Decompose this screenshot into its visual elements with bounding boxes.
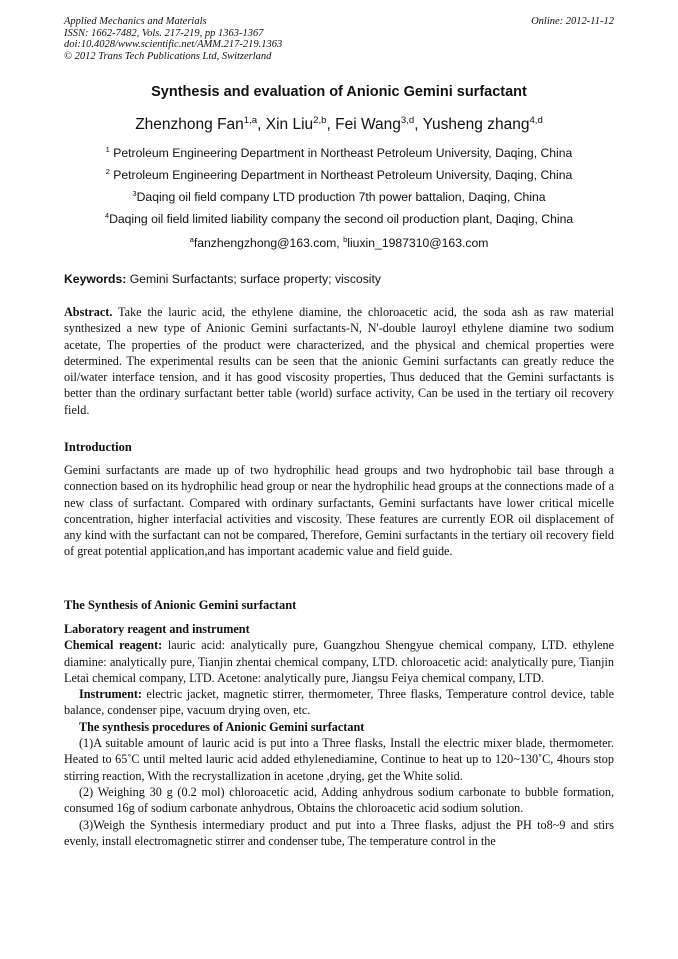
journal-name: Applied Mechanics and Materials	[64, 16, 207, 27]
step-3: (3)Weigh the Synthesis intermediary product and put into a Three flasks, adjust the PH to8~9 and stirs evenly, install electromagnetic stirrer and condenser tube, The temperature control in the	[64, 817, 614, 848]
email-b: liuxin_1987310@163.com	[347, 236, 489, 250]
chem-label: Chemical reagent:	[64, 638, 163, 653]
step-2: (2) Weighing 30 g (0.2 mol) chloroacetic acid, Adding anhydrous sodium carbonate to bubble formation, consumed 16g of sodium carbonate anhydrous, Obtains the chloroacetic acid sodium solution.	[64, 784, 614, 816]
issn-line: ISSN: 1662-7482, Vols. 217-219, pp 1363-1367	[64, 27, 264, 39]
chemical-reagent-paragraph	[64, 637, 614, 686]
author-name: Zhenzhong Fan	[135, 116, 244, 133]
synthesis-heading: The Synthesis of Anionic Gemini surfactant	[64, 598, 297, 612]
synthesis-body	[64, 621, 614, 849]
affiliation-text: Daqing oil field company LTD production 7th power battalion, Daqing, China	[136, 190, 546, 204]
affiliation-sup: 3	[132, 188, 137, 198]
author-sup: 1,a	[243, 114, 258, 126]
affiliation-sup: 1	[105, 144, 110, 154]
author-sep: ,	[326, 116, 336, 133]
procedure-subheading: The synthesis procedures of Anionic Gemini surfactant	[79, 719, 365, 734]
keywords	[64, 272, 381, 286]
affiliation-text: Petroleum Engineering Department in Northeast Petroleum University, Daqing, China	[109, 168, 573, 182]
keywords-label: Keywords:	[64, 272, 127, 286]
abstract	[64, 304, 614, 418]
keywords-text: Gemini Surfactants; surface property; viscosity	[126, 272, 381, 286]
author-sup: 3,d	[400, 114, 415, 126]
copyright-line: © 2012 Trans Tech Publications Ltd, Switzerland	[64, 50, 272, 62]
author-emails	[0, 236, 678, 250]
author-list	[0, 116, 678, 134]
introduction-text: Gemini surfactants are made up of two hydrophilic head groups and two hydrophobic tail base through a connection based on its hydrophilic head group or near the hydrophilic head groups at the connections made of a new class of surfactant. Compared with ordinary surfactants, Gemini surfactants have lower critical micelle concentration, higher interfacial activities and viscosity. These features are currently EOR oil displacement of any kind with the surfactant can not be compared, Therefore, Gemini surfactants in the tertiary oil recovery field of great potential application,and has important academic value and field guide.	[64, 463, 614, 559]
affiliation-sup: 2	[105, 166, 110, 176]
email-sup: b	[343, 234, 348, 244]
abstract-text: Take the lauric acid, the ethylene diamine, the chloroacetic acid, the soda ash as raw material synthesized a new type of Anionic Gemini surfactants-N, N'-double lauroyl ethylene diamine two sodium acetate, The properties of the product were characterized, and the physical and chemical properties were determined. The experimental results can be seen that the anionic Gemini surfactants can greatly reduce the oil/water interface tension, and it has good viscosity properties, Thus deduced that the Gemini surfactants is better than the ordinary surfactant better table (world) surface activity, Can be used in the tertiary oil recovery field.	[64, 305, 614, 417]
author-sup: 2,b	[313, 114, 327, 126]
online-date: Online: 2012-11-12	[531, 16, 614, 27]
affiliation-4	[0, 212, 678, 226]
instrument-paragraph	[64, 686, 614, 719]
abstract-label: Abstract.	[64, 305, 113, 319]
affiliation-sup: 4	[104, 210, 110, 220]
author-sup: 4,d	[529, 114, 543, 126]
doi-line: doi:10.4028/www.scientific.net/AMM.217-219.1363	[64, 39, 283, 50]
author-name: Yusheng zhang	[422, 116, 530, 133]
journal-header	[64, 16, 282, 62]
instr-label: Instrument:	[79, 687, 142, 702]
chem-text: lauric acid: analytically pure, Guangzhou Shengyue chemical company, LTD. ethylene diamine: analytically pure, Tianjin zhentai chemical company, LTD. chloroacetic acid: analytically pure, Tianjin Letai chemical company, LTD. Acetone: analytically pure, Jiangsu Feiya chemical company, LTD.	[64, 638, 614, 685]
author-sep: ,	[257, 116, 266, 133]
introduction-body	[64, 462, 614, 560]
affiliation-text: Daqing oil field limited liability company the second oil production plant, Daqing, China	[109, 212, 574, 226]
affiliation-2	[0, 168, 678, 182]
introduction-heading: Introduction	[64, 440, 132, 454]
author-name: Xin Liu	[265, 116, 314, 133]
author-name: Fei Wang	[335, 116, 401, 133]
email-a: fanzhengzhong@163.com,	[193, 236, 344, 250]
author-sep: ,	[414, 116, 423, 133]
affiliation-1	[0, 146, 678, 160]
lab-subheading: Laboratory reagent and instrument	[64, 622, 250, 636]
step-1: (1)A suitable amount of lauric acid is put into a Three flasks, Install the electric mixer blade, thermometer. Heated to 65˚C until melted lauric acid added ethylenediamine, Continue to heat up to 120~130˚C, 4hours stop stirring reaction, With the recrystallization in acetone ,drying, get the White solid.	[64, 736, 614, 783]
affiliation-text: Petroleum Engineering Department in Northeast Petroleum University, Daqing, China	[109, 146, 573, 160]
paper-title: Synthesis and evaluation of Anionic Gemini surfactant	[151, 84, 527, 100]
email-sup: a	[189, 234, 194, 244]
affiliation-3	[0, 190, 678, 204]
instr-text: electric jacket, magnetic stirrer, thermometer, Three flasks, Temperature control device, table balance, condenser pipe, vacuum drying oven, etc.	[64, 687, 614, 718]
